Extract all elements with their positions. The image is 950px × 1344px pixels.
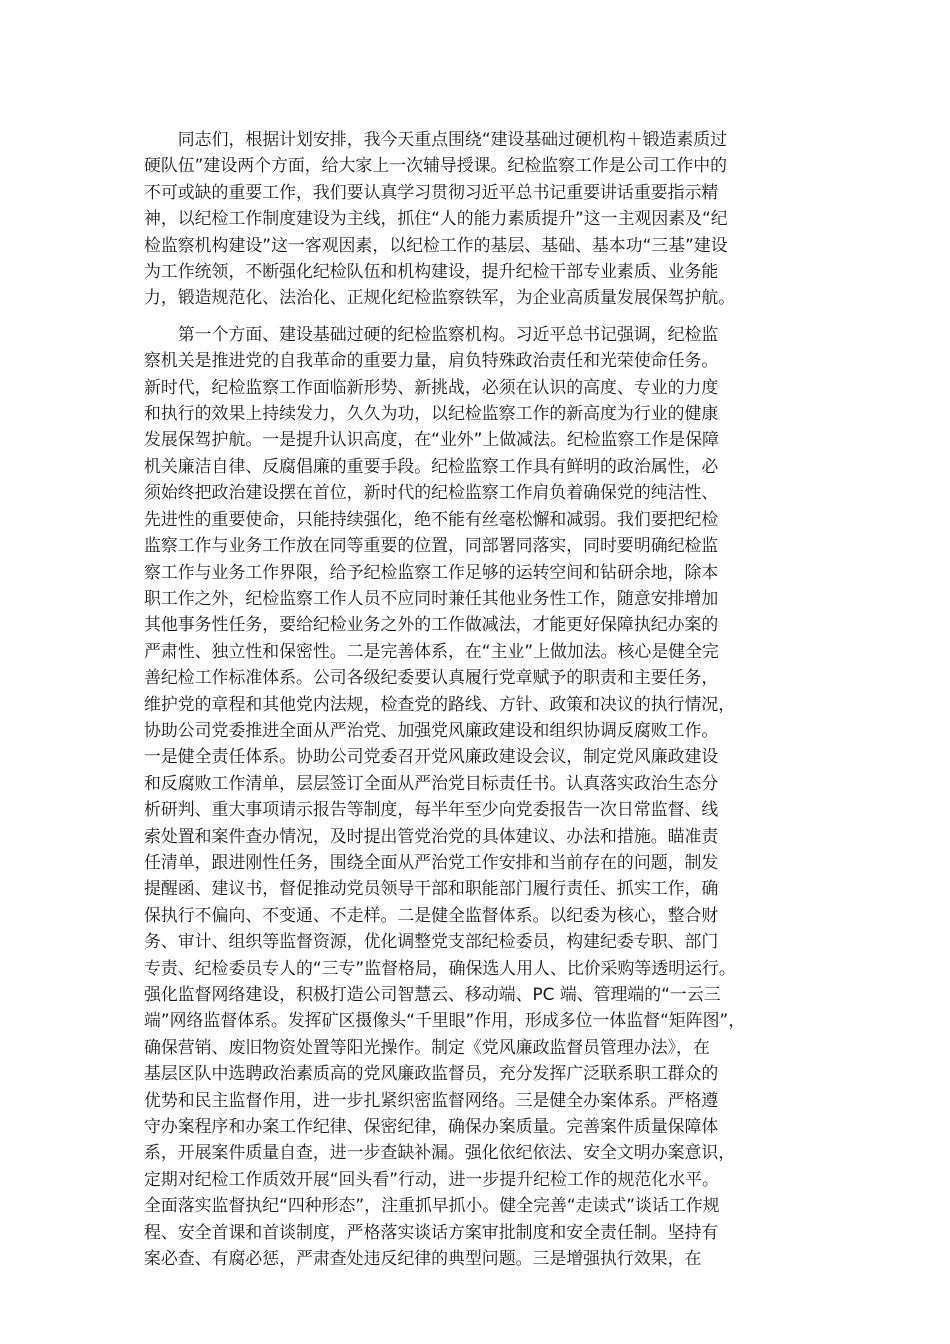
text-line: 其他事务性任务，要给纪检业务之外的工作做减法，才能更好保障执纪办案的 xyxy=(144,614,719,635)
text-line: 须始终把政治建设摆在首位，新时代的纪检监察工作肩负着确保党的纯洁性、 xyxy=(144,482,719,503)
text-line: 任清单，跟进刚性任务，围绕全面从严治党工作安排和当前存在的问题，制发 xyxy=(144,851,719,872)
paragraph-intro xyxy=(144,126,806,311)
text-line: 索处置和案件查办情况，及时提出管党治党的具体建议、办法和措施。瞄准责 xyxy=(144,825,719,846)
text-line: 机关廉洁自律、反腐倡廉的重要手段。纪检监察工作具有鲜明的政治属性，必 xyxy=(144,455,719,476)
text-line: 新时代，纪检监察工作面临新形势、新挑战，必须在认识的高度、专业的力度 xyxy=(144,376,719,397)
text-line: 务、审计、组织等监督资源，优化调整党支部纪检委员，构建纪委专职、部门 xyxy=(144,931,719,952)
text-line: 专责、纪检委员专人的“三专”监督格局，确保选人用人、比价采购等透明运行。 xyxy=(144,957,736,978)
text-line: 严肃性、独立性和保密性。二是完善体系，在“主业”上做加法。核心是健全完 xyxy=(144,640,719,661)
text-line: 端”网络监督体系。发挥矿区摄像头“千里眼”作用，形成多位一体监督“矩阵图”， xyxy=(144,1010,746,1031)
text-line: 监察工作与业务工作放在同等重要的位置，同部署同落实，同时要明确纪检监 xyxy=(144,535,719,556)
text-line: 第一个方面、建设基础过硬的纪检监察机构。习近平总书记强调，纪检监 xyxy=(177,323,719,344)
text-line: 硬队伍”建设两个方面，给大家上一次辅导授课。纪检监察工作是公司工作中的 xyxy=(144,155,728,176)
text-line: 全面落实监督执纪“四种形态”，注重抓早抓小。健全完善“走读式”谈话工作规 xyxy=(144,1195,720,1216)
text-line: 察工作与业务工作界限，给予纪检监察工作足够的运转空间和钻研余地，除本 xyxy=(144,561,719,582)
text-line: 职工作之外，纪检监察工作人员不应同时兼任其他业务性工作，随意安排增加 xyxy=(144,587,719,608)
text-line: 检监察机构建设”这一客观因素，以纪检工作的基层、基础、基本功“三基”建设 xyxy=(144,234,728,255)
text-line: 先进性的重要使命，只能持续强化，绝不能有丝毫松懈和减弱。我们要把纪检 xyxy=(144,508,719,529)
text-line: 和执行的效果上持续发力，久久为功，以纪检监察工作的新高度为行业的健康 xyxy=(144,403,719,424)
text-line: 神，以纪检工作制度建设为主线，抓住“人的能力素质提升”这一主观因素及“纪 xyxy=(144,208,728,229)
text-line: 发展保驾护航。一是提升认识高度，在“业外”上做减法。纪检监察工作是保障 xyxy=(144,429,719,450)
text-line: 察机关是推进党的自我革命的重要力量，肩负特殊政治责任和光荣使命任务。 xyxy=(144,350,719,371)
text-line: 提醒函、建议书，督促推动党员领导干部和职能部门履行责任、抓实工作，确 xyxy=(144,878,719,899)
text-line: 析研判、重大事项请示报告等制度，每半年至少向党委报告一次日常监督、线 xyxy=(144,799,719,820)
paragraph-section-one xyxy=(144,321,806,1272)
text-line: 维护党的章程和其他党内法规，检查党的路线、方针、政策和决议的执行情况， xyxy=(144,693,736,714)
text-line: 保执行不偏向、不变通、不走样。二是健全监督体系。以纪委为核心，整合财 xyxy=(144,904,719,925)
document-body xyxy=(144,126,806,1271)
text-line: 确保营销、废旧物资处置等阳光操作。制定《党风廉政监督员管理办法》，在 xyxy=(144,1036,710,1057)
text-line: 为工作统领，不断强化纪检队伍和机构建设，提升纪检干部专业素质、业务能 xyxy=(144,261,719,282)
text-line: 定期对纪检工作质效开展“回头看”行动，进一步提升纪检工作的规范化水平。 xyxy=(144,1168,719,1189)
text-line: 基层区队中选聘政治素质高的党风廉政监督员，充分发挥广泛联系职工群众的 xyxy=(144,1063,719,1084)
text-line: 系，开展案件质量自查，进一步查缺补漏。强化依纪依法、安全文明办案意识， xyxy=(144,1142,736,1163)
text-line: 和反腐败工作清单，层层签订全面从严治党目标责任书。认真落实政治生态分 xyxy=(144,772,719,793)
text-line: 同志们，根据计划安排，我今天重点围绕“建设基础过硬机构＋锻造素质过 xyxy=(177,129,728,149)
text-line: 一是健全责任体系。协助公司党委召开党风廉政建设会议，制定党风廉政建设 xyxy=(144,746,719,767)
text-line: 优势和民主监督作用，进一步扎紧织密监督网络。三是健全办案体系。严格遵 xyxy=(144,1089,719,1110)
text-line: 案必查、有腐必惩，严肃查处违反纪律的典型问题。三是增强执行效果，在 xyxy=(144,1248,702,1269)
text-line: 守办案程序和办案工作纪律、保密纪律，确保办案质量。完善案件质量保障体 xyxy=(144,1116,719,1137)
text-line: 力，锻造规范化、法治化、正规化纪检监察铁军，为企业高质量发展保驾护航。 xyxy=(144,287,736,308)
text-line: 不可或缺的重要工作，我们要认真学习贯彻习近平总书记重要讲话重要指示精 xyxy=(144,181,719,202)
text-line: 协助公司党委推进全面从严治党、加强党风廉政建设和组织协调反腐败工作。 xyxy=(144,719,719,740)
text-line: 程、安全首课和首谈制度，严格落实谈话方案审批制度和安全责任制。坚持有 xyxy=(144,1221,719,1242)
text-line: 强化监督网络建设，积极打造公司智慧云、移动端、PC 端、管理端的“一云三 xyxy=(144,984,721,1004)
text-line: 善纪检工作标准体系。公司各级纪委要认真履行党章赋予的职责和主要任务， xyxy=(144,667,719,688)
